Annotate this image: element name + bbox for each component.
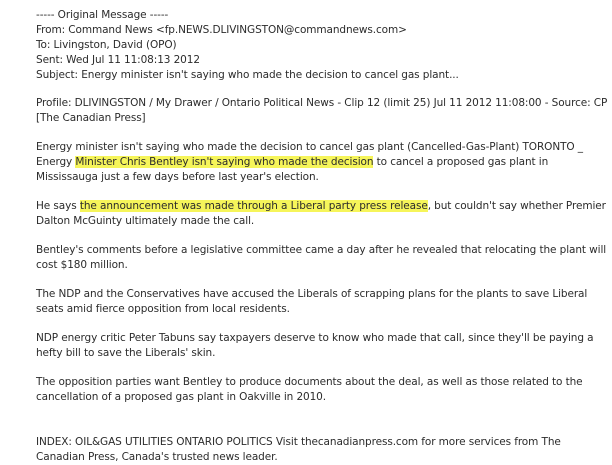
paragraph-6: The opposition parties want Bentley to produce documents about the deal, as well as those related to the cancellation of a proposed gas plant in Oakville in 2010. — [36, 376, 583, 403]
paragraph-3: Bentley's comments before a legislative committee came a day after he revealed that relocating the plant will cost $180 million. — [36, 244, 607, 271]
message-separator: ----- Original Message ----- — [36, 9, 169, 21]
paragraph-2 — [36, 199, 608, 229]
paragraph-1-rest: to cancel a proposed gas plant in Mississauga just a few days before last year's election. — [36, 156, 549, 183]
paragraph-4: The NDP and the Conservatives have accused the Liberals of scrapping plans for the plants to save Liberal seats amid fierce opposition from local residents. — [36, 288, 588, 315]
paragraph-5: NDP energy critic Peter Tabuns say taxpayers deserve to know who made that call, since they'll be paying a hefty bill to save the Liberals' skin. — [36, 332, 594, 359]
paragraph-2-rest: , but couldn't say whether Premier Dalton McGuinty ultimately made the call. — [36, 200, 606, 227]
index-line: INDEX: OIL&GAS UTILITIES ONTARIO POLITICS Visit thecanadianpress.com for more services from The Canadian Press, Canada's trusted news leader. — [36, 436, 561, 463]
to-line: To: Livingston, David (OPO) — [36, 39, 177, 51]
highlighted-text-2: the announcement was made through a Liberal party press release — [79, 200, 428, 212]
sent-line: Sent: Wed Jul 11 11:08:13 2012 — [36, 54, 200, 66]
paragraph-1 — [36, 140, 608, 185]
profile-line: Profile: DLIVINGSTON / My Drawer / Ontario Political News - Clip 12 (limit 25) Jul 11 2012 11:08:00 - Source: CP [The Canadian Press] — [36, 97, 608, 124]
subject-line: Subject: Energy minister isn't saying who made the decision to cancel gas plant... — [36, 69, 459, 81]
from-line: From: Command News <fp.NEWS.DLIVINGSTON@commandnews.com> — [36, 24, 407, 36]
paragraph-2-lead: He says — [36, 200, 80, 212]
paragraph-1-lead: Energy minister isn't saying who made the decision to cancel gas plant (Cancelled-Gas-Plant) TORONTO _ Energy — [36, 141, 583, 168]
email-document — [36, 8, 608, 465]
highlighted-text-1: Minister Chris Bentley isn't saying who made the decision — [75, 156, 374, 168]
